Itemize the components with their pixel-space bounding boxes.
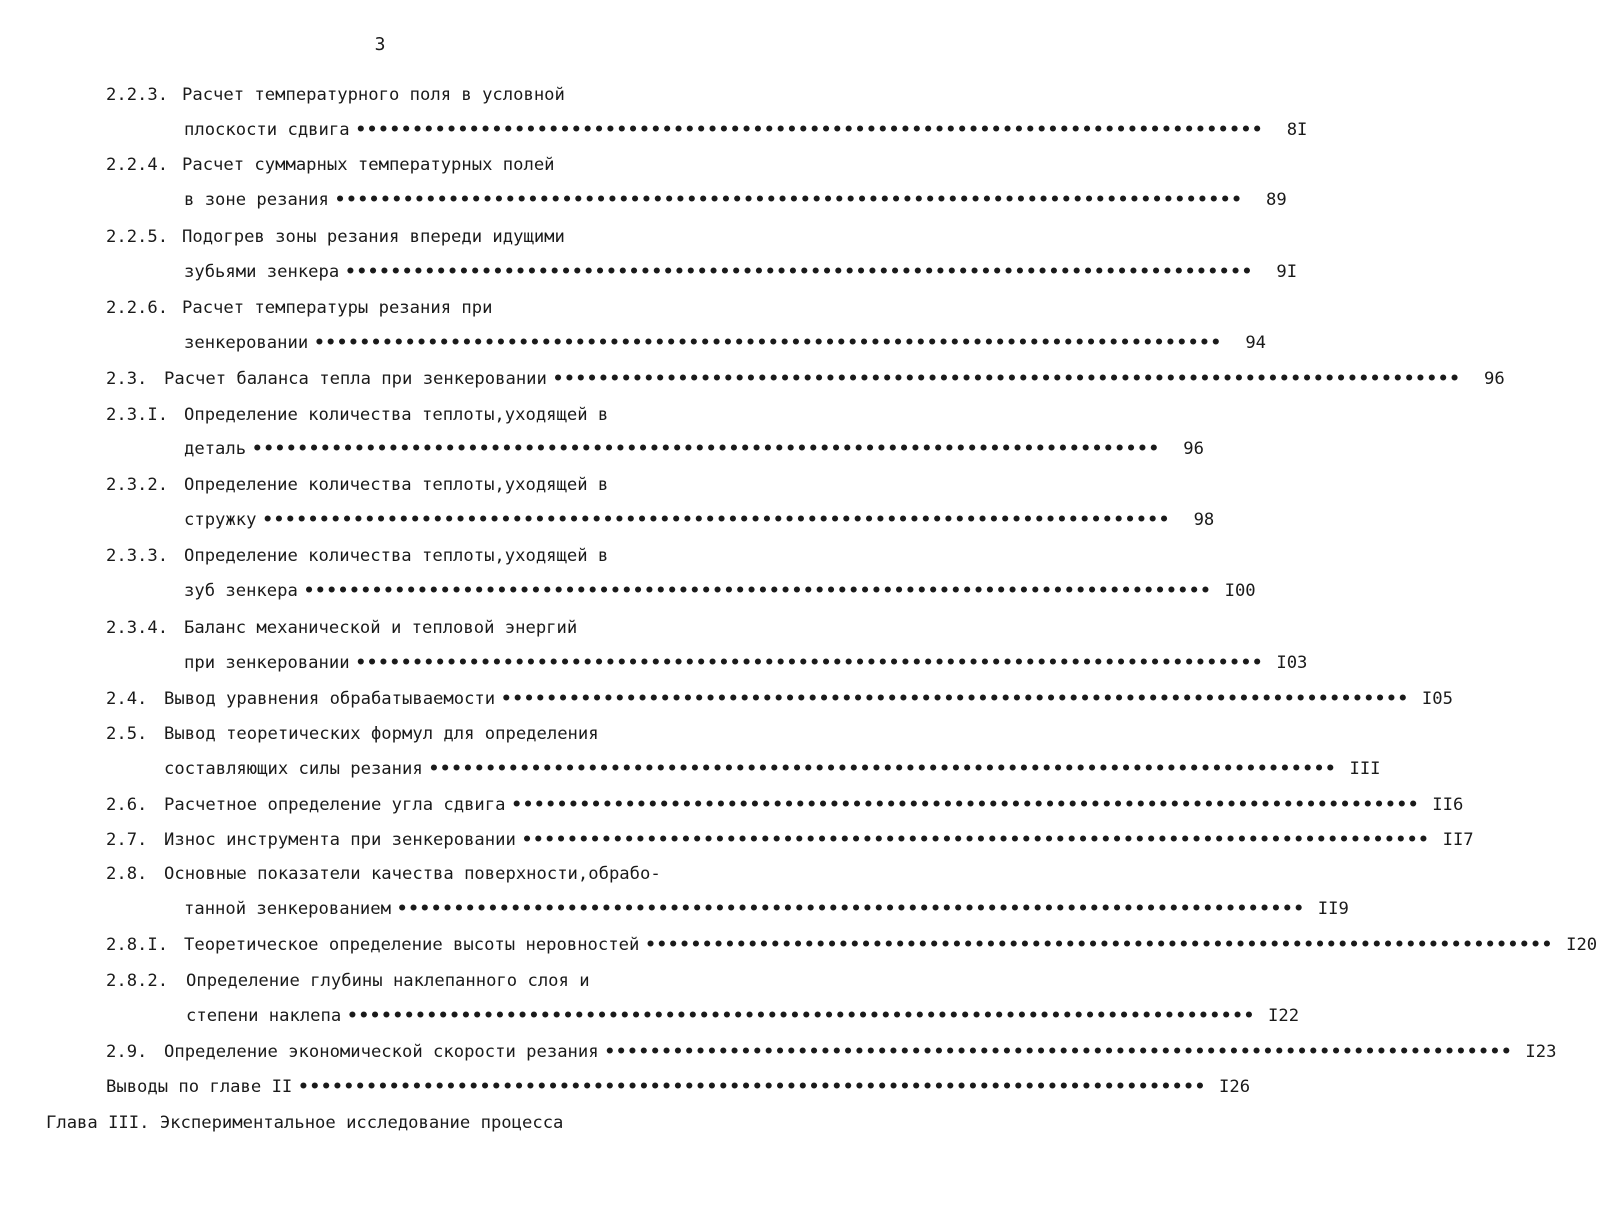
toc-page-number: II6 xyxy=(1432,795,1464,815)
toc-page-number: III xyxy=(1349,759,1381,779)
toc-title: степени наклепа xyxy=(186,1006,342,1026)
toc-entry xyxy=(106,543,614,569)
toc-title: Расчет суммарных температурных полей xyxy=(182,155,555,175)
toc-entry xyxy=(184,650,1308,676)
toc-entry xyxy=(184,330,1267,356)
toc-entry xyxy=(106,295,498,321)
toc-entry xyxy=(106,968,596,994)
toc-page-number: 9I xyxy=(1276,262,1298,282)
toc-title: плоскости сдвига xyxy=(184,120,350,140)
toc-section-number: 2.2.3. xyxy=(106,85,169,105)
toc-title: Расчетное определение угла сдвига xyxy=(164,795,506,815)
toc-title: составляющих силы резания xyxy=(164,759,423,779)
toc-page-number: I20 xyxy=(1566,935,1597,955)
toc-section-number: 2.3.I. xyxy=(106,405,169,425)
toc-entry xyxy=(106,615,583,641)
toc-entry xyxy=(106,861,667,887)
toc-entry xyxy=(106,472,614,498)
dot-leader: •••••••••••••••••••••••••••••••••••••••••••••••••••••••••••••••••••••••••••••••• xyxy=(604,1042,1513,1062)
toc-entry xyxy=(184,578,1256,604)
toc-entry xyxy=(106,152,561,178)
dot-leader: •••••••••••••••••••••••••••••••••••••••••••••••••••••••••••••••••••••••••••••••• xyxy=(298,1077,1207,1097)
toc-title: Основные показатели качества поверхности,обрабо- xyxy=(164,864,661,884)
toc-title: Определение количества теплоты,уходящей в xyxy=(184,475,609,495)
toc-title: зенкеровании xyxy=(184,333,309,353)
toc-section-number: 2.5. xyxy=(106,724,148,744)
toc-entry xyxy=(184,507,1215,533)
toc-section-number: 2.3.4. xyxy=(106,618,169,638)
toc-entry xyxy=(184,896,1349,922)
toc-entry xyxy=(106,1074,1251,1100)
toc-title: Вывод уравнения обрабатываемости xyxy=(164,689,496,709)
toc-entry xyxy=(186,1003,1300,1029)
toc-section-number: 2.2.6. xyxy=(106,298,169,318)
toc-title: Определение экономической скорости резания xyxy=(164,1042,599,1062)
toc-section-number: 2.2.5. xyxy=(106,227,169,247)
toc-entry xyxy=(106,224,571,250)
toc-section-number: 2.8.I. xyxy=(106,935,169,955)
toc-page-number: I00 xyxy=(1224,581,1256,601)
toc-title: зубьями зенкера xyxy=(184,262,340,282)
toc-entry xyxy=(184,187,1287,213)
toc-section-number: 2.2.4. xyxy=(106,155,169,175)
toc-section-number: 2.9. xyxy=(106,1042,148,1062)
toc-page-number: I22 xyxy=(1268,1006,1300,1026)
dot-leader: •••••••••••••••••••••••••••••••••••••••••••••••••••••••••••••••••••••••••••••••• xyxy=(521,830,1430,850)
toc-title: танной зенкерованием xyxy=(184,899,391,919)
toc-page-number: II7 xyxy=(1442,830,1474,850)
toc-section-number: 2.3.2. xyxy=(106,475,169,495)
toc-title: деталь xyxy=(184,439,247,459)
toc-entry xyxy=(184,117,1308,143)
toc-page-number: 96 xyxy=(1183,439,1204,459)
toc-title: в зоне резания xyxy=(184,190,329,210)
toc-section-number: 2.3.3. xyxy=(106,546,169,566)
dot-leader: •••••••••••••••••••••••••••••••••••••••••••••••••••••••••••••••••••••••••••••••• xyxy=(355,653,1264,673)
toc-entry xyxy=(106,721,605,747)
toc-page-number: I03 xyxy=(1276,653,1308,673)
dot-leader: •••••••••••••••••••••••••••••••••••••••••••••••••••••••••••••••••••••••••••••••• xyxy=(252,439,1160,459)
toc-page-number: 8I xyxy=(1286,120,1308,140)
toc-page-number: I26 xyxy=(1219,1077,1251,1097)
toc-page-number: I05 xyxy=(1421,689,1453,709)
toc-entry xyxy=(106,932,1597,958)
toc-entry xyxy=(106,402,614,428)
toc-title: Износ инструмента при зенкеровании xyxy=(164,830,516,850)
toc-title: Определение количества теплоты,уходящей в xyxy=(184,546,609,566)
dot-leader: •••••••••••••••••••••••••••••••••••••••••••••••••••••••••••••••••••••••••••••••• xyxy=(511,795,1420,815)
toc-entry xyxy=(164,756,1381,782)
toc-title: зуб зенкера xyxy=(184,581,298,601)
dot-leader: •••••••••••••••••••••••••••••••••••••••••••••••••••••••••••••••••••••••••••••••• xyxy=(355,120,1264,140)
toc-page-number: 89 xyxy=(1266,190,1287,210)
toc-title: стружку xyxy=(184,510,257,530)
toc-entry xyxy=(106,827,1474,853)
toc-entry xyxy=(46,1110,569,1136)
toc-entry xyxy=(184,259,1298,285)
toc-page-number: II9 xyxy=(1317,899,1349,919)
toc-entry xyxy=(184,436,1204,462)
toc-title: Глава III. Экспериментальное исследование процесса xyxy=(46,1113,564,1133)
toc-section-number: 2.8.2. xyxy=(106,971,169,991)
toc-section-number: 2.8. xyxy=(106,864,148,884)
dot-leader: •••••••••••••••••••••••••••••••••••••••••••••••••••••••••••••••••••••••••••••••• xyxy=(345,262,1254,282)
toc-title: Расчет температуры резания при xyxy=(182,298,493,318)
dot-leader: •••••••••••••••••••••••••••••••••••••••••••••••••••••••••••••••••••••••••••••••• xyxy=(396,899,1305,919)
dot-leader: •••••••••••••••••••••••••••••••••••••••••••••••••••••••••••••••••••••••••••••••• xyxy=(645,935,1554,955)
toc-section-number: 2.4. xyxy=(106,689,148,709)
toc-title: Определение количества теплоты,уходящей в xyxy=(184,405,609,425)
dot-leader: •••••••••••••••••••••••••••••••••••••••••••••••••••••••••••••••••••••••••••••••• xyxy=(334,190,1243,210)
toc-entry xyxy=(106,686,1453,712)
dot-leader: •••••••••••••••••••••••••••••••••••••••••••••••••••••••••••••••••••••••••••••••• xyxy=(501,689,1409,709)
toc-page-number: I23 xyxy=(1525,1042,1557,1062)
dot-leader: •••••••••••••••••••••••••••••••••••••••••••••••••••••••••••••••••••••••••••••••• xyxy=(303,581,1212,601)
toc-entry xyxy=(106,1039,1557,1065)
toc-entry xyxy=(106,82,571,108)
toc-title: Подогрев зоны резания впереди идущими xyxy=(182,227,565,247)
dot-leader: •••••••••••••••••••••••••••••••••••••••••••••••••••••••••••••••••••••••••••••••• xyxy=(262,510,1171,530)
dot-leader: •••••••••••••••••••••••••••••••••••••••••••••••••••••••••••••••••••••••••••••••• xyxy=(314,333,1223,353)
toc-entry xyxy=(106,366,1505,392)
toc-title: Расчет баланса тепла при зенкеровании xyxy=(164,369,547,389)
toc-page-number: 98 xyxy=(1193,510,1215,530)
toc-entry xyxy=(106,792,1464,818)
dot-leader: •••••••••••••••••••••••••••••••••••••••••••••••••••••••••••••••••••••••••••••••• xyxy=(428,759,1337,779)
toc-page-number: 96 xyxy=(1484,369,1505,389)
dot-leader: •••••••••••••••••••••••••••••••••••••••••••••••••••••••••••••••••••••••••••••••• xyxy=(347,1006,1256,1026)
toc-title: Вывод теоретических формул для определения xyxy=(164,724,599,744)
toc-title: Выводы по главе II xyxy=(106,1077,293,1097)
toc-section-number: 2.7. xyxy=(106,830,148,850)
toc-title: Баланс механической и тепловой энергий xyxy=(184,618,578,638)
page-number: 3 xyxy=(374,34,386,55)
toc-title: при зенкеровании xyxy=(184,653,350,673)
toc-title: Расчет температурного поля в условной xyxy=(182,85,565,105)
toc-page-number: 94 xyxy=(1245,333,1267,353)
toc-section-number: 2.6. xyxy=(106,795,148,815)
toc-title: Определение глубины наклепанного слоя и xyxy=(186,971,590,991)
toc-section-number: 2.3. xyxy=(106,369,148,389)
dot-leader: •••••••••••••••••••••••••••••••••••••••••••••••••••••••••••••••••••••••••••••••• xyxy=(552,369,1461,389)
toc-title: Теоретическое определение высоты неровностей xyxy=(184,935,640,955)
